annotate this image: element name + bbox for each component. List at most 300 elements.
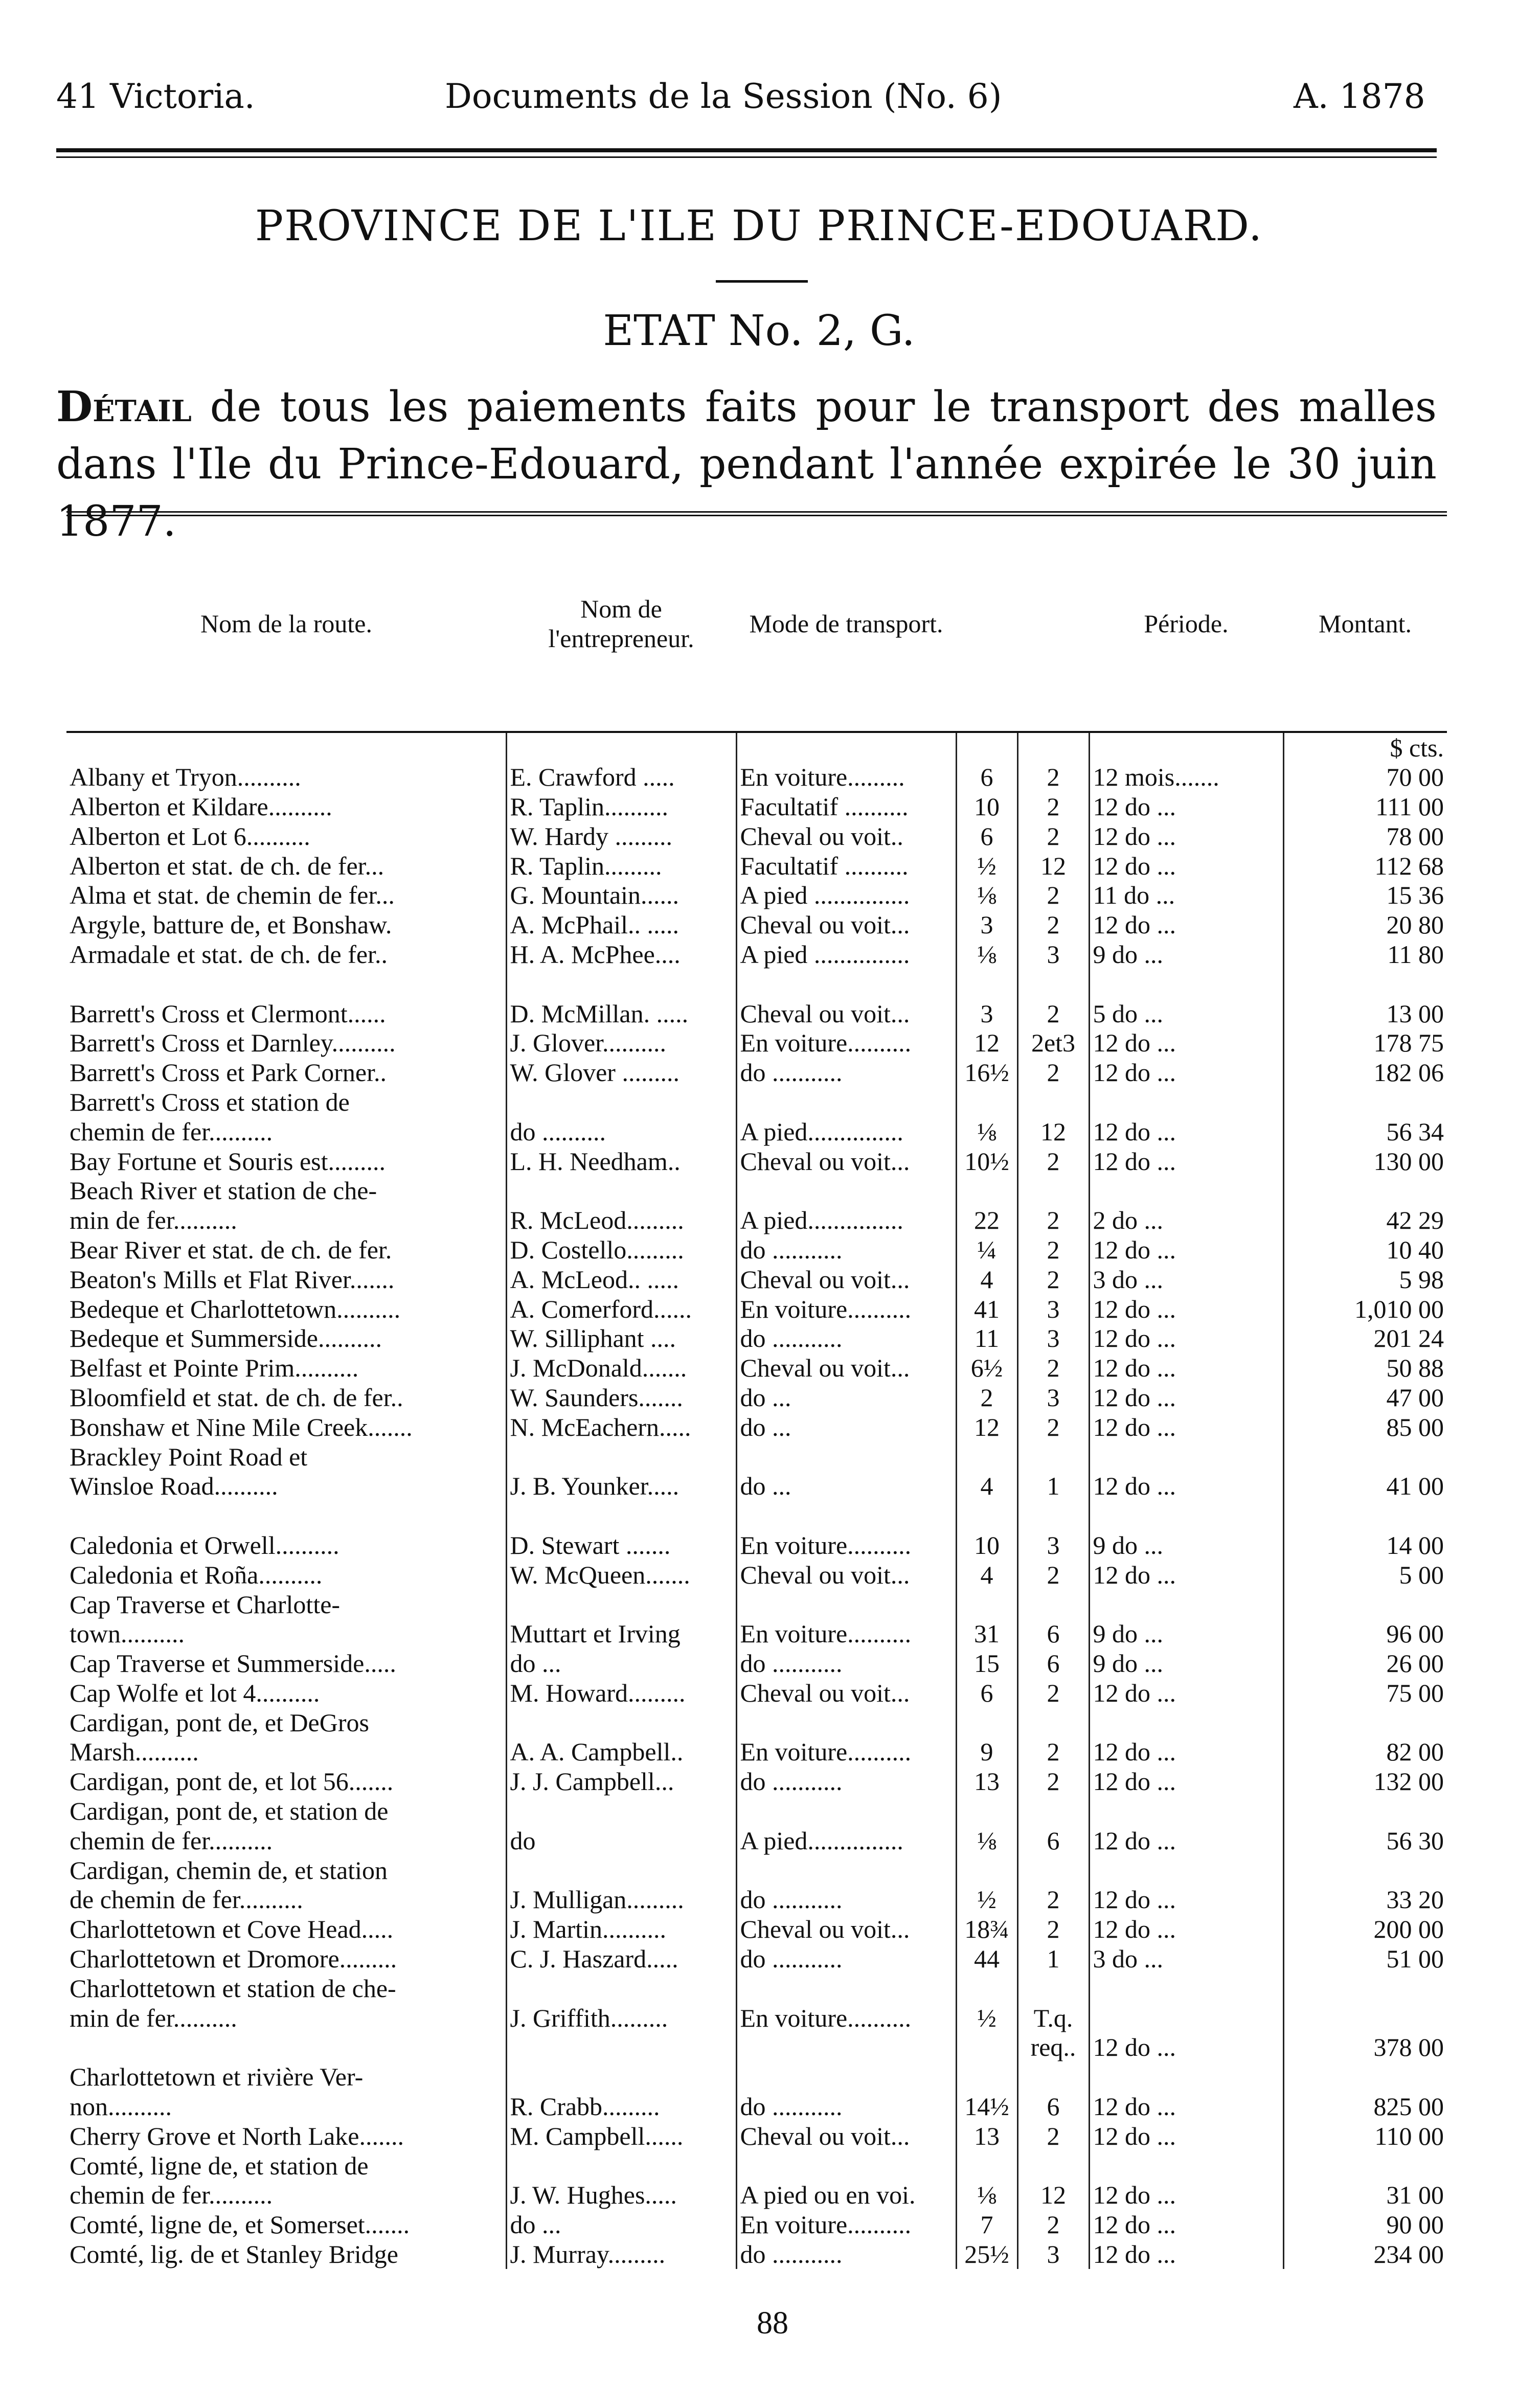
cell-contractor: do ..........: [506, 1117, 736, 1146]
cell-montant: 132 00: [1283, 1767, 1447, 1797]
cell-mode: do ...........: [736, 1058, 956, 1088]
cell-route: town..........: [70, 1619, 185, 1648]
cell-distance: ⅛: [956, 1826, 1017, 1855]
cell-contractor: W. Glover .........: [506, 1058, 736, 1088]
cell-distance: ⅛: [956, 2181, 1017, 2210]
cell-distance: ½: [956, 1885, 1017, 1915]
cell-contractor: J. Mulligan.........: [506, 1885, 736, 1915]
cell-voyages: 3: [1017, 1294, 1089, 1324]
cell-distance: 14½: [956, 2092, 1017, 2122]
cell-contractor: [506, 1797, 736, 1826]
cell-distance: 6: [956, 763, 1017, 792]
cell-montant: [1283, 1590, 1447, 1619]
cell-voyages: 12: [1017, 851, 1089, 881]
col-mode: Mode de transport.: [736, 514, 956, 732]
cell-periode: 12 do ...: [1089, 1058, 1283, 1088]
cell-contractor: C. J. Haszard.....: [506, 1944, 736, 1974]
cell-distance: 44: [956, 1944, 1017, 1974]
cell-montant: 201 24: [1283, 1324, 1447, 1354]
cell-montant: 70 00: [1283, 763, 1447, 792]
table-row: [66, 1737, 1447, 1767]
cell-route: chemin de fer..........: [70, 2181, 273, 2210]
cell-montant: 5 98: [1283, 1265, 1447, 1294]
cell-voyages: 2et3: [1017, 1028, 1089, 1058]
cell-mode: En voiture..........: [736, 1028, 956, 1058]
cell-contractor: D. Stewart .......: [506, 1531, 736, 1561]
cell-mode: Cheval ou voit..: [736, 821, 956, 851]
cell-voyages: [1017, 1974, 1089, 2003]
table-row: [66, 1412, 1447, 1442]
cell-mode: do ...: [736, 1383, 956, 1413]
cell-periode: [1089, 1855, 1283, 1885]
cell-periode: 12 do ...: [1089, 2033, 1283, 2062]
cell-montant: 112 68: [1283, 851, 1447, 881]
table-row: [66, 881, 1447, 910]
cell-mode: En voiture..........: [736, 1737, 956, 1767]
cell-distance: [956, 1974, 1017, 2003]
cell-montant: 41 00: [1283, 1472, 1447, 1501]
cell-voyages: 2: [1017, 1265, 1089, 1294]
cell-route: Bear River et stat. de ch. de fer.: [70, 1235, 392, 1264]
cell-periode: 12 do ...: [1089, 2121, 1283, 2151]
cell-mode: A pied ou en voi.: [736, 2181, 956, 2210]
cell-distance: [956, 2033, 1017, 2062]
cell-periode: 12 do ...: [1089, 2181, 1283, 2210]
row-gap: [66, 1501, 1447, 1531]
cell-contractor: M. Campbell......: [506, 2121, 736, 2151]
cell-distance: 25½: [956, 2240, 1017, 2269]
cell-voyages: [1017, 1442, 1089, 1472]
cell-montant: [1283, 1855, 1447, 1885]
cell-mode: Cheval ou voit...: [736, 910, 956, 940]
cell-mode: [736, 1855, 956, 1885]
cell-voyages: 1: [1017, 1944, 1089, 1974]
cell-route: Beach River et station de che-: [70, 1176, 377, 1205]
cell-mode: Cheval ou voit...: [736, 1915, 956, 1944]
cell-contractor: W. McQueen.......: [506, 1560, 736, 1590]
table-row: [66, 1088, 1447, 1117]
table-row: [66, 2121, 1447, 2151]
cell-mode: A pied ...............: [736, 881, 956, 910]
cell-route: Bedeque et Summerside..........: [70, 1324, 382, 1353]
cell-mode: do ...........: [736, 1324, 956, 1354]
cell-montant: [1283, 1708, 1447, 1737]
cell-route: Cardigan, pont de, et DeGros: [70, 1708, 369, 1737]
table-row: [66, 1619, 1447, 1649]
table-row: [66, 1265, 1447, 1294]
cell-periode: 12 do ...: [1089, 1915, 1283, 1944]
page-subtitle: ETAT No. 2, G.: [603, 307, 915, 355]
cell-route: Brackley Point Road et: [70, 1442, 308, 1471]
cell-contractor: [506, 1855, 736, 1885]
cell-route: Alberton et Kildare..........: [70, 792, 332, 821]
cell-distance: [956, 1442, 1017, 1472]
cell-distance: ⅛: [956, 1117, 1017, 1146]
cell-voyages: 2: [1017, 1767, 1089, 1797]
cell-contractor: do ...: [506, 2210, 736, 2240]
cell-mode: do ...........: [736, 1944, 956, 1974]
cell-montant: 10 40: [1283, 1235, 1447, 1265]
cell-periode: 12 do ...: [1089, 1383, 1283, 1413]
cell-contractor: [506, 1088, 736, 1117]
cell-mode: [736, 1088, 956, 1117]
cell-contractor: N. McEachern.....: [506, 1412, 736, 1442]
cell-contractor: R. McLeod.........: [506, 1206, 736, 1235]
cell-mode: do ...........: [736, 2240, 956, 2269]
cell-periode: 2 do ...: [1089, 1206, 1283, 1235]
cell-montant: 5 00: [1283, 1560, 1447, 1590]
cell-periode: 12 do ...: [1089, 1826, 1283, 1855]
cell-distance: 4: [956, 1472, 1017, 1501]
cell-route: Cardigan, pont de, et station de: [70, 1797, 389, 1826]
cell-contractor: H. A. McPhee....: [506, 940, 736, 970]
cell-mode: do ...........: [736, 1767, 956, 1797]
cell-mode: Cheval ou voit...: [736, 1354, 956, 1383]
cell-distance: [956, 2062, 1017, 2092]
cell-montant: 33 20: [1283, 1885, 1447, 1915]
col-contractor: Nom de l'entrepreneur.: [506, 514, 736, 732]
cell-montant: 378 00: [1283, 2033, 1447, 2062]
cell-mode: En voiture..........: [736, 2210, 956, 2240]
cell-montant: 42 29: [1283, 1206, 1447, 1235]
cell-mode: do ...........: [736, 1885, 956, 1915]
cell-route: Alma et stat. de chemin de fer...: [70, 881, 395, 910]
cell-distance: 6½: [956, 1354, 1017, 1383]
cell-route: [66, 2033, 506, 2062]
cell-voyages: 12: [1017, 2181, 1089, 2210]
cell-contractor: A. A. Campbell..: [506, 1737, 736, 1767]
cell-route: Albany et Tryon..........: [70, 763, 301, 792]
cell-contractor: [506, 1708, 736, 1737]
cell-distance: [956, 1088, 1017, 1117]
cell-distance: 10: [956, 1531, 1017, 1561]
cell-voyages: 2: [1017, 1412, 1089, 1442]
cell-distance: [956, 1855, 1017, 1885]
cell-montant: 234 00: [1283, 2240, 1447, 2269]
table-row: [66, 1294, 1447, 1324]
cell-contractor: Muttart et Irving: [506, 1619, 736, 1649]
cell-distance: ⅛: [956, 881, 1017, 910]
cell-contractor: R. Taplin..........: [506, 792, 736, 822]
table-row: [66, 2210, 1447, 2240]
cell-mode: En voiture..........: [736, 1531, 956, 1561]
cell-periode: 12 do ...: [1089, 1737, 1283, 1767]
cell-route: Barrett's Cross et Clermont......: [70, 999, 386, 1028]
table-row: [66, 1442, 1447, 1472]
table-row: [66, 2003, 1447, 2033]
cell-periode: [1089, 1442, 1283, 1472]
table-body: [66, 732, 1447, 2269]
unit-label: $ cts.: [1283, 732, 1447, 763]
cell-mode: [736, 1974, 956, 2003]
cell-mode: Cheval ou voit...: [736, 1265, 956, 1294]
table-row: [66, 1560, 1447, 1590]
cell-route: Alberton et stat. de ch. de fer...: [70, 851, 384, 880]
cell-mode: Cheval ou voit...: [736, 1679, 956, 1708]
cell-voyages: 2: [1017, 1146, 1089, 1176]
cell-route: Charlottetown et Cove Head.....: [70, 1915, 394, 1944]
cell-contractor: J. Murray.........: [506, 2240, 736, 2269]
cell-mode: do ...........: [736, 2092, 956, 2122]
cell-contractor: [506, 1442, 736, 1472]
cell-voyages: 2: [1017, 1560, 1089, 1590]
cell-voyages: 2: [1017, 2121, 1089, 2151]
cell-distance: 4: [956, 1560, 1017, 1590]
table-row: [66, 1649, 1447, 1679]
cell-periode: 12 do ...: [1089, 1117, 1283, 1146]
cell-voyages: 2: [1017, 910, 1089, 940]
cell-contractor: D. Costello.........: [506, 1235, 736, 1265]
cell-voyages: 2: [1017, 1885, 1089, 1915]
table-row: [66, 2062, 1447, 2092]
cell-voyages: 6: [1017, 2092, 1089, 2122]
cell-montant: 111 00: [1283, 792, 1447, 822]
cell-route: chemin de fer..........: [70, 1117, 273, 1146]
cell-contractor: M. Howard.........: [506, 1679, 736, 1708]
cell-route: Marsh..........: [70, 1737, 199, 1767]
cell-route: Cap Wolfe et lot 4..........: [70, 1678, 320, 1707]
cell-route: Bay Fortune et Souris est.........: [70, 1146, 386, 1176]
cell-contractor: do: [506, 1826, 736, 1855]
cell-route: Bonshaw et Nine Mile Creek.......: [70, 1412, 413, 1441]
table-row: [66, 1974, 1447, 2003]
header-right: A. 1878: [1294, 77, 1425, 116]
cell-montant: 96 00: [1283, 1619, 1447, 1649]
table-row: [66, 1826, 1447, 1855]
cell-voyages: 3: [1017, 1531, 1089, 1561]
cell-voyages: [1017, 1708, 1089, 1737]
cell-mode: Facultatif ..........: [736, 851, 956, 881]
cell-mode: do ...: [736, 1412, 956, 1442]
cell-contractor: J. Martin..........: [506, 1915, 736, 1944]
table-row: [66, 1590, 1447, 1619]
cell-montant: 1,010 00: [1283, 1294, 1447, 1324]
cell-route: Bloomfield et stat. de ch. de fer..: [70, 1383, 403, 1412]
cell-periode: 3 do ...: [1089, 1265, 1283, 1294]
cell-distance: 12: [956, 1028, 1017, 1058]
cell-route: Comté, ligne de, et station de: [70, 2151, 369, 2180]
table-row: [66, 2181, 1447, 2210]
cell-contractor: J. Griffith.........: [506, 2003, 736, 2033]
cell-mode: [736, 2062, 956, 2092]
cell-contractor: [506, 2033, 736, 2062]
cell-periode: 3 do ...: [1089, 1944, 1283, 1974]
table-row: [66, 1354, 1447, 1383]
cell-distance: 15: [956, 1649, 1017, 1679]
cell-contractor: A. McLeod.. .....: [506, 1265, 736, 1294]
header-center: Documents de la Session (No. 6): [445, 77, 1002, 116]
table-row: [66, 2240, 1447, 2269]
table-row: [66, 1885, 1447, 1915]
cell-montant: 110 00: [1283, 2121, 1447, 2151]
cell-distance: 7: [956, 2210, 1017, 2240]
cell-montant: [1283, 2003, 1447, 2033]
cell-route: Winsloe Road..........: [70, 1472, 278, 1501]
cell-distance: ¼: [956, 1235, 1017, 1265]
cell-voyages: 3: [1017, 2240, 1089, 2269]
cell-montant: 85 00: [1283, 1412, 1447, 1442]
cell-distance: 11: [956, 1324, 1017, 1354]
table-row: [66, 1146, 1447, 1176]
col-periode: Période.: [1089, 514, 1283, 732]
cell-voyages: [1017, 2151, 1089, 2181]
cell-mode: Cheval ou voit...: [736, 999, 956, 1028]
cell-distance: 9: [956, 1737, 1017, 1767]
table-row: [66, 821, 1447, 851]
cell-periode: 12 do ...: [1089, 1767, 1283, 1797]
description-lead: Détail: [56, 382, 192, 431]
cell-periode: 12 do ...: [1089, 1560, 1283, 1590]
cell-contractor: J. Glover..........: [506, 1028, 736, 1058]
header-rule-thick: [56, 148, 1437, 152]
cell-distance: 3: [956, 999, 1017, 1028]
cell-contractor: E. Crawford .....: [506, 763, 736, 792]
cell-periode: 9 do ...: [1089, 940, 1283, 970]
cell-mode: [736, 1797, 956, 1826]
cell-contractor: J. B. Younker.....: [506, 1472, 736, 1501]
cell-periode: 12 do ...: [1089, 821, 1283, 851]
col-voyages: [1017, 514, 1089, 732]
cell-montant: 178 75: [1283, 1028, 1447, 1058]
table-row: [66, 2092, 1447, 2122]
table-row: [66, 910, 1447, 940]
cell-route: min de fer..........: [70, 1206, 237, 1235]
page-title: PROVINCE DE L'ILE DU PRINCE-EDOUARD.: [255, 202, 1263, 250]
cell-contractor: A. Comerford......: [506, 1294, 736, 1324]
cell-contractor: W. Silliphant ....: [506, 1324, 736, 1354]
cell-periode: [1089, 1176, 1283, 1206]
cell-distance: 6: [956, 1679, 1017, 1708]
cell-montant: [1283, 1176, 1447, 1206]
cell-voyages: 6: [1017, 1649, 1089, 1679]
cell-montant: [1283, 1088, 1447, 1117]
cell-periode: 5 do ...: [1089, 999, 1283, 1028]
cell-voyages: 12: [1017, 1117, 1089, 1146]
cell-distance: ⅛: [956, 940, 1017, 970]
cell-contractor: J. J. Campbell...: [506, 1767, 736, 1797]
cell-mode: [736, 1176, 956, 1206]
cell-distance: [956, 1797, 1017, 1826]
title-divider: [716, 280, 808, 283]
cell-route: Caledonia et Orwell..........: [70, 1530, 339, 1560]
table-row: [66, 2151, 1447, 2181]
cell-montant: 50 88: [1283, 1354, 1447, 1383]
cell-mode: do ...........: [736, 1235, 956, 1265]
cell-periode: 12 do ...: [1089, 792, 1283, 822]
cell-route: Argyle, batture de, et Bonshaw.: [70, 910, 392, 939]
cell-distance: 4: [956, 1265, 1017, 1294]
cell-periode: 12 do ...: [1089, 2092, 1283, 2122]
cell-distance: 3: [956, 910, 1017, 940]
cell-route: Barrett's Cross et station de: [70, 1087, 350, 1116]
cell-montant: 78 00: [1283, 821, 1447, 851]
cell-voyages: [1017, 1590, 1089, 1619]
cell-contractor: [506, 2151, 736, 2181]
cell-voyages: 2: [1017, 1679, 1089, 1708]
cell-voyages: 2: [1017, 763, 1089, 792]
cell-mode: A pied...............: [736, 1826, 956, 1855]
table-row: [66, 1324, 1447, 1354]
table-row: [66, 1235, 1447, 1265]
cell-mode: Facultatif ..........: [736, 792, 956, 822]
cell-distance: ½: [956, 2003, 1017, 2033]
cell-voyages: 3: [1017, 1324, 1089, 1354]
col-distance: [956, 514, 1017, 732]
cell-contractor: [506, 1974, 736, 2003]
cell-distance: 16½: [956, 1058, 1017, 1088]
cell-periode: 12 do ...: [1089, 1294, 1283, 1324]
cell-montant: 20 80: [1283, 910, 1447, 940]
header-rule-thin: [56, 156, 1437, 158]
cell-mode: [736, 2033, 956, 2062]
cell-mode: A pied ...............: [736, 940, 956, 970]
cell-periode: 12 do ...: [1089, 1324, 1283, 1354]
cell-montant: 15 36: [1283, 881, 1447, 910]
cell-route: Charlottetown et rivière Ver-: [70, 2062, 364, 2092]
cell-route: Cap Traverse et Summerside.....: [70, 1649, 396, 1678]
table-header-row: [66, 514, 1447, 732]
cell-montant: 56 30: [1283, 1826, 1447, 1855]
cell-route: Bedeque et Charlottetown..........: [70, 1294, 401, 1323]
cell-montant: 31 00: [1283, 2181, 1447, 2210]
cell-montant: [1283, 2151, 1447, 2181]
cell-mode: [736, 2151, 956, 2181]
cell-montant: 82 00: [1283, 1737, 1447, 1767]
cell-route: Alberton et Lot 6..........: [70, 821, 310, 851]
cell-route: min de fer..........: [70, 2003, 237, 2032]
table-row: [66, 1472, 1447, 1501]
cell-route: Belfast et Pointe Prim..........: [70, 1354, 359, 1383]
header-left: 41 Victoria.: [56, 77, 255, 116]
cell-mode: A pied...............: [736, 1206, 956, 1235]
cell-mode: Cheval ou voit...: [736, 2121, 956, 2151]
table-row: [66, 851, 1447, 881]
cell-periode: 12 do ...: [1089, 1412, 1283, 1442]
table-row: [66, 792, 1447, 822]
cell-periode: [1089, 2062, 1283, 2092]
cell-route: Charlottetown et station de che-: [70, 1974, 396, 2003]
table-row: [66, 1679, 1447, 1708]
cell-voyages: 2: [1017, 1737, 1089, 1767]
cell-periode: 12 do ...: [1089, 1679, 1283, 1708]
cell-voyages: [1017, 1797, 1089, 1826]
cell-voyages: 1: [1017, 1472, 1089, 1501]
page-number: 88: [757, 2306, 788, 2341]
table-row: [66, 1028, 1447, 1058]
cell-mode: En voiture..........: [736, 1619, 956, 1649]
cell-distance: 12: [956, 1412, 1017, 1442]
cell-voyages: T.q.: [1017, 2003, 1089, 2033]
cell-contractor: [506, 2062, 736, 2092]
cell-distance: ½: [956, 851, 1017, 881]
cell-periode: 12 do ...: [1089, 910, 1283, 940]
cell-periode: 12 do ...: [1089, 851, 1283, 881]
cell-contractor: A. McPhail.. .....: [506, 910, 736, 940]
cell-contractor: do ...: [506, 1649, 736, 1679]
cell-mode: Cheval ou voit...: [736, 1146, 956, 1176]
cell-periode: 9 do ...: [1089, 1531, 1283, 1561]
cell-voyages: [1017, 1855, 1089, 1885]
cell-contractor: J. McDonald.......: [506, 1354, 736, 1383]
cell-voyages: 2: [1017, 2210, 1089, 2240]
cell-mode: En voiture..........: [736, 1294, 956, 1324]
cell-contractor: [506, 1176, 736, 1206]
cell-periode: 12 do ...: [1089, 2210, 1283, 2240]
table-row: [66, 1855, 1447, 1885]
table-row: [66, 1383, 1447, 1413]
cell-route: non..........: [70, 2092, 172, 2121]
cell-distance: 6: [956, 821, 1017, 851]
